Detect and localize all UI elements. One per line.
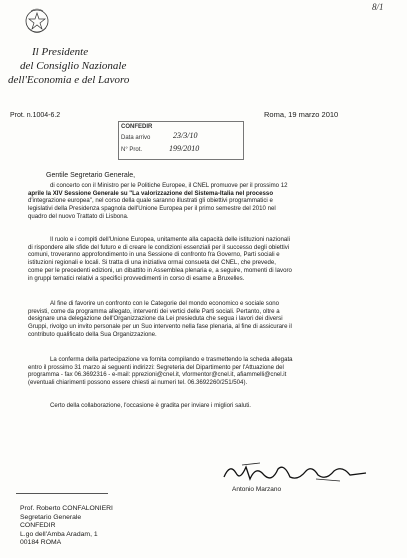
body-paragraph-4 — [28, 356, 293, 387]
paragraph-line: Gruppi, rivolgo un invito personale per un Suo intervento nella fase plenaria, al fine di assicurare il — [28, 323, 292, 331]
paragraph-line: La conferma della partecipazione va fornita compilando e trasmettendo la scheda allegata — [50, 356, 293, 363]
stamp-arrival-label: Data arrivo — [121, 135, 151, 141]
address-line: L.go dell'Amba Aradam, 1 — [20, 530, 98, 538]
paragraph-line: entro il prossimo 31 marzo ai seguenti indirizzi: Segreteria del Dipartimento per l'Attuazione del — [28, 363, 284, 371]
stamp-prot-value: 199/2010 — [169, 144, 200, 153]
address-line: CONFEDIR — [20, 522, 56, 530]
paragraph-line: di rispondere alle sfide del futuro e di creare le condizioni essenziali per il successo degli obiettivi — [28, 243, 290, 251]
letter-date: Roma, 19 marzo 2010 — [264, 110, 339, 119]
paragraph-line: contributo qualificato della Sua Organizzazione. — [28, 330, 157, 338]
paragraph-line: legislativi della Presidenza spagnola dell'Unione Europea per il primo semestre del 2010 nel — [28, 205, 276, 213]
arrival-stamp — [118, 121, 244, 160]
body-paragraph-3 — [28, 300, 292, 339]
paragraph-line: di concerto con il Ministro per le Politiche Europee, il CNEL promuove per il prossimo 12 — [50, 182, 288, 189]
corner-annotation: 8/1 — [372, 2, 384, 12]
paragraph-line: previsti, come da programma allegato, interventi dei vertici delle Parti sociali. Pertanto, oltre a — [28, 307, 280, 315]
stamp-prot-label: N° Prot. — [121, 147, 143, 153]
stamp-arrival-value: 23/3/10 — [173, 131, 198, 140]
paragraph-line: programma - fax 06.3692316 - e-mail: pprezioni@cnel.it, vformentor@cnel.it, afiammelli@cnel.it — [28, 371, 287, 379]
paragraph-line: designare una delegazione dell'Organizzazione da Lei presieduta che segua i lavori dei diversi — [28, 315, 283, 323]
paragraph-line: Il ruolo e i compiti dell'Unione Europea, unitamente alla capacità delle istituzioni nazionali — [50, 236, 290, 243]
letterhead-line: dell'Economia e del Lavoro — [8, 74, 130, 86]
divider — [16, 493, 108, 494]
paragraph-line: come per le precedenti edizioni, un dibattito in Assemblea plenaria e, a seguire, momenti di lavoro — [28, 266, 292, 274]
paragraph-line: Al fine di favorire un confronto con le Categorie del mondo economico e sociale sono — [50, 300, 279, 307]
signer-name: Antonio Marzano — [232, 486, 282, 493]
paragraph-line: quadro del nuovo Trattato di Lisbona. — [28, 212, 129, 220]
stamp-title: CONFEDIR — [121, 124, 153, 130]
paragraph-line: d'integrazione europea", nel corso della quale saranno illustrati gli obiettivi programmatici e — [28, 197, 273, 205]
protocol-number: Prot. n.1004-6.2 — [10, 112, 61, 119]
letterhead-line: Il Presidente — [32, 46, 89, 58]
paragraph-line: istituzioni regionali e locali. Si tratta di una iniziativa ormai consueta del CNEL, che prevede, — [28, 259, 276, 267]
salutation: Gentile Segretario Generale, — [46, 172, 136, 179]
body-paragraph-1 — [28, 182, 288, 221]
handwritten-signature — [220, 459, 370, 485]
paragraph-line: in gruppi tematici relativi a specifici provvedimenti in corso di esame a Bruxelles. — [28, 274, 245, 282]
recipient-address — [20, 505, 113, 548]
paragraph-line: (eventuali chiarimenti possono essere chiesti ai numeri tel. 06.3692260/251/504). — [28, 379, 248, 387]
address-line: 00184 ROMA — [20, 539, 62, 547]
paragraph-line: comuni, troveranno approfondimento in una Sessione di confronto fra Governo, Parti sociali e — [28, 251, 280, 259]
address-line: Prof. Roberto CONFALONIERI — [20, 505, 113, 512]
paragraph-line: aprile la XIV Sessione Generale su "La valorizzazione del Sistema-Italia nel processo — [28, 189, 274, 197]
address-line: Segretario Generale — [20, 513, 82, 521]
closing-line: Certo della collaborazione, l'occasione è gradita per inviare i migliori saluti. — [50, 402, 252, 409]
republic-emblem — [22, 6, 52, 38]
body-paragraph-2 — [28, 236, 292, 282]
letterhead-line: del Consiglio Nazionale — [20, 60, 127, 72]
